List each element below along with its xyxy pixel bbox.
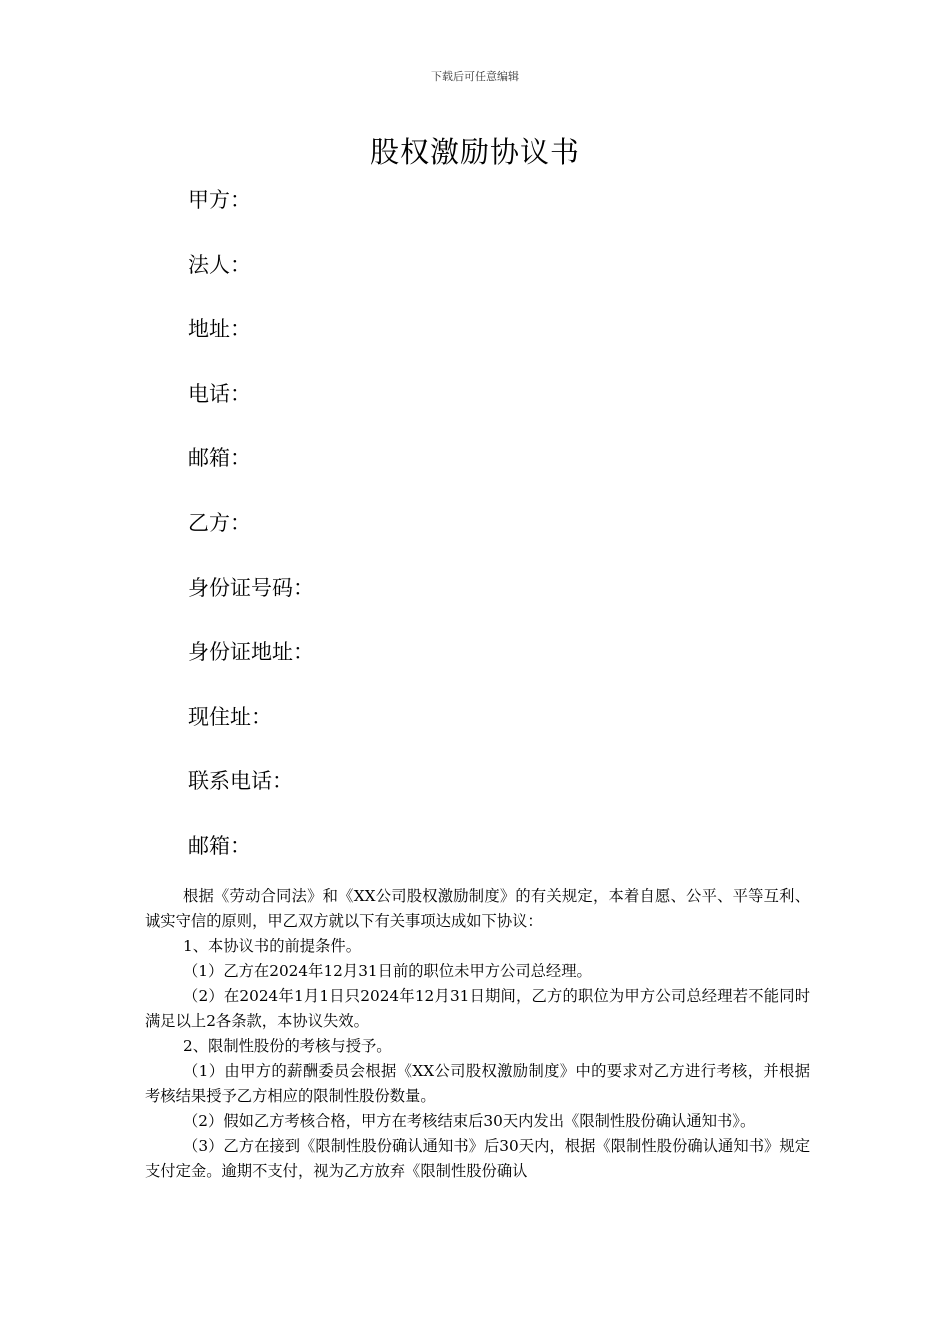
field-email-b: 邮箱：: [188, 834, 251, 858]
paragraph-section-1-item-1: （1）乙方在2024年12月31日前的职位未甲方公司总经理。: [183, 962, 592, 980]
paragraph-preamble: 根据《劳动合同法》和《XX公司股权激励制度》的有关规定，本着自愿、公平、平等互利、诚实守信的原则，甲乙双方就以下有关事项达成如下协议：: [145, 887, 810, 930]
paragraph-section-2-item-1: （1）由甲方的薪酬委员会根据《XX公司股权激励制度》中的要求对乙方进行考核，并根据考核结果授予乙方相应的限制性股份数量。: [145, 1062, 810, 1105]
field-address: 地址：: [188, 317, 251, 341]
agreement-body: [145, 884, 810, 1184]
paragraph-section-1-item-2: （2）在2024年1月1日只2024年12月31日期间，乙方的职位为甲方公司总经理若不能同时满足以上2各条款，本协议失效。: [145, 987, 810, 1030]
field-id-address: 身份证地址：: [188, 640, 314, 664]
field-email-a: 邮箱：: [188, 446, 251, 470]
header-note: 下载后可任意编辑: [431, 70, 519, 83]
paragraph-section-1: 1、本协议书的前提条件。: [183, 937, 361, 955]
field-party-b: 乙方：: [188, 511, 251, 535]
paragraph-section-2: 2、限制性股份的考核与授予。: [183, 1037, 392, 1055]
paragraph-section-2-item-3: （3）乙方在接到《限制性股份确认通知书》后30天内，根据《限制性股份确认通知书》规定支付定金。逾期不支付，视为乙方放弃《限制性股份确认: [145, 1137, 810, 1180]
field-current-address: 现住址：: [188, 705, 272, 729]
field-id-number: 身份证号码：: [188, 576, 314, 600]
document-title: 股权激励协议书: [369, 135, 580, 169]
field-party-a: 甲方：: [188, 188, 251, 212]
field-legal-person: 法人：: [188, 253, 251, 277]
paragraph-section-2-item-2: （2）假如乙方考核合格，甲方在考核结束后30天内发出《限制性股份确认通知书》。: [183, 1112, 756, 1130]
field-phone: 电话：: [188, 382, 251, 406]
field-contact-phone: 联系电话：: [188, 769, 293, 793]
